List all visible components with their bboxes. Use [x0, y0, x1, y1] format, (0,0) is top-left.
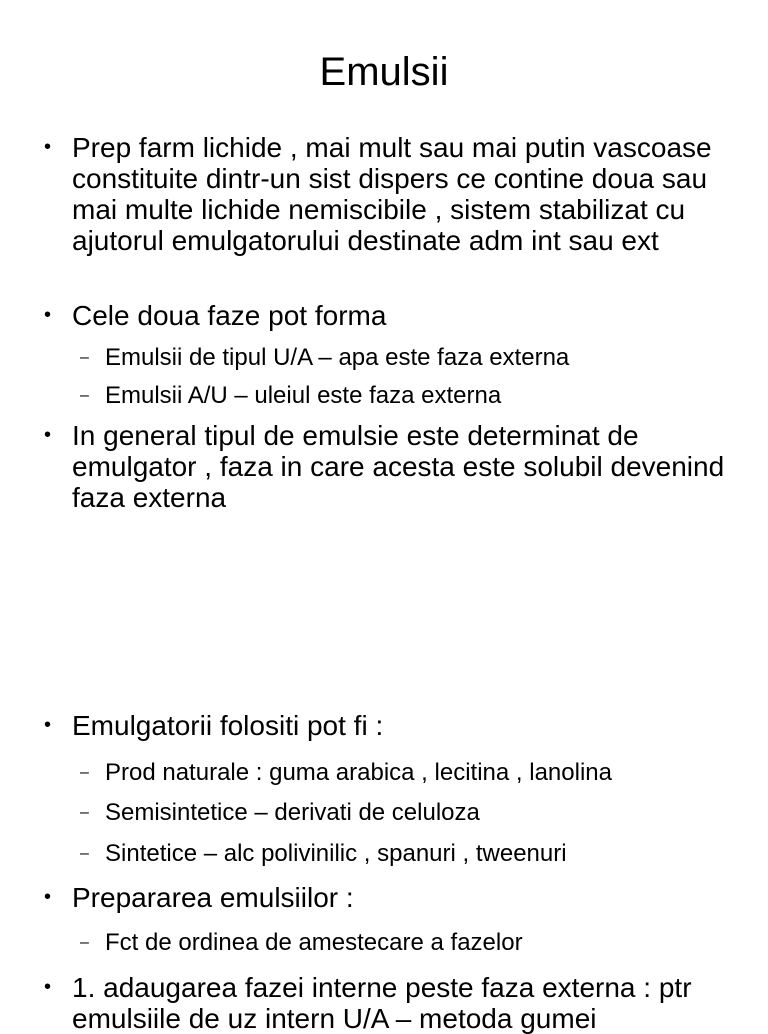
- bottom-bullet-preparation: [0, 882, 768, 913]
- bullet-definition: [0, 132, 768, 256]
- bullet-text: Prep farm lichide , mai mult sau mai putin vascoase constituite dintr-un sist dispers ce contine doua sau mai multe lichide nemiscibile , sistem stabilizat cu ajutorul emulgatorului destinate adm int sau ext: [72, 132, 712, 256]
- bullet-step-one: [0, 972, 768, 1034]
- bullet-text: 1. adaugarea fazei interne peste faza externa : ptr emulsiile de uz intern U/A – metoda gumei: [72, 972, 692, 1034]
- subitem-block: [0, 840, 768, 868]
- subitem-text: Fct de ordinea de amestecare a fazelor: [105, 929, 523, 956]
- bullet-dot-icon: •: [44, 304, 52, 326]
- bullet-dot-icon: •: [44, 136, 52, 158]
- bullet-dot-icon: •: [44, 714, 52, 736]
- bullet-text: In general tipul de emulsie este determinat de emulgator , faza in care acesta este solubil devenind faza externa: [72, 420, 725, 513]
- bullet-phases: [0, 300, 768, 331]
- slide-title: Emulsii: [319, 50, 449, 94]
- subitem-block: [0, 929, 768, 957]
- bullet-dot-icon: •: [44, 976, 52, 998]
- bullet-text: Emulgatorii folositi pot fi :: [72, 710, 384, 741]
- top-bullet-list: [0, 132, 768, 256]
- subitem-block: [0, 759, 768, 787]
- subitem-semisynthetic: [0, 799, 768, 827]
- subitem-text: Sintetice – alc polivinilic , spanuri , tweenuri: [105, 840, 567, 867]
- dash-icon: –: [80, 349, 89, 366]
- bullet-emulgators: [0, 710, 768, 741]
- subitem-text: Prod naturale : guma arabica , lecitina , lanolina: [105, 759, 612, 786]
- dash-icon: –: [80, 804, 89, 821]
- bottom-bullet-emulgators: [0, 710, 768, 741]
- subitem-text: Emulsii A/U – uleiul este faza externa: [105, 382, 502, 409]
- subitem-au: [0, 382, 768, 410]
- subitem-text: Semisintetice – derivati de celuloza: [105, 799, 480, 826]
- bullet-text: Cele doua faze pot forma: [72, 300, 387, 331]
- dash-icon: –: [80, 764, 89, 781]
- top-bullet-general: [0, 420, 768, 513]
- subitem-text: Emulsii de tipul U/A – apa este faza externa: [105, 344, 570, 371]
- bullet-text: Prepararea emulsiilor :: [72, 882, 354, 913]
- top-bullet-phases: [0, 300, 768, 331]
- subitem-synthetic: [0, 840, 768, 868]
- subitem-block: [0, 799, 768, 827]
- dash-icon: –: [80, 934, 89, 951]
- subitem-ua: [0, 344, 768, 372]
- subitem-natural: [0, 759, 768, 787]
- dash-icon: –: [80, 845, 89, 862]
- subitem-block: [0, 382, 768, 410]
- subitem-block: [0, 344, 768, 372]
- bottom-bullet-step-one: [0, 972, 768, 1034]
- bullet-dot-icon: •: [44, 424, 52, 446]
- bullet-preparation: [0, 882, 768, 913]
- dash-icon: –: [80, 387, 89, 404]
- bullet-general: [0, 420, 768, 513]
- subitem-order: [0, 929, 768, 957]
- bullet-dot-icon: •: [44, 886, 52, 908]
